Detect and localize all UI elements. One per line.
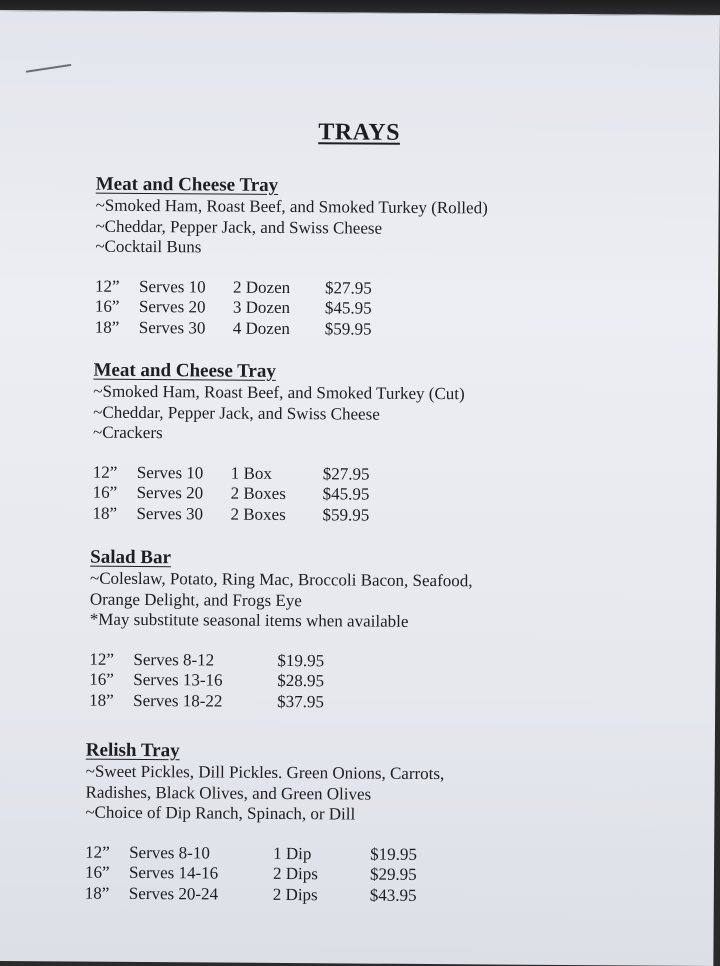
price-cell: $27.95 xyxy=(322,463,370,484)
price-cell: $29.95 xyxy=(369,864,417,884)
section-meat-cheese-rolled xyxy=(95,174,488,341)
description-line: ~Sweet Pickles, Dill Pickles. Green Onions, Carrots, xyxy=(85,761,445,784)
price-cell: $43.95 xyxy=(369,885,417,905)
description-line: ~Smoked Ham, Roast Beef, and Smoked Turkey (Cut) xyxy=(93,381,465,404)
serves-cell: Serves 8-12 xyxy=(133,649,215,670)
section-title: Meat and Cheese Tray xyxy=(93,359,276,382)
description-line: Radishes, Black Olives, and Green Olives xyxy=(85,782,372,804)
serves-cell: Serves 8-10 xyxy=(129,842,210,862)
price-cell: $28.95 xyxy=(277,670,325,691)
section-meat-cheese-cut xyxy=(92,360,465,527)
price-cell: $37.95 xyxy=(277,691,324,711)
table-row xyxy=(92,503,369,525)
price-cell: $19.95 xyxy=(277,650,325,670)
price-table xyxy=(89,649,324,712)
quantity-cell: 1 Box xyxy=(230,463,272,483)
serves-cell: Serves 20-24 xyxy=(128,883,219,904)
quantity-cell: 2 Boxes xyxy=(230,504,286,524)
table-row xyxy=(85,863,417,886)
description-line: *May substitute seasonal items when available xyxy=(89,609,409,631)
quantity-cell: 3 Dozen xyxy=(232,297,291,318)
price-cell: $59.95 xyxy=(324,318,372,339)
table-row xyxy=(85,883,417,906)
serves-cell: Serves 18-22 xyxy=(133,690,223,711)
size-cell: 18” xyxy=(92,503,118,523)
quantity-cell: 2 Dips xyxy=(272,863,318,884)
price-cell: $27.95 xyxy=(325,277,372,298)
size-cell: 12” xyxy=(85,842,110,862)
price-cell: $59.95 xyxy=(322,504,370,525)
size-cell: 12” xyxy=(95,276,120,296)
serves-cell: Serves 10 xyxy=(139,276,206,296)
description-line: ~Crackers xyxy=(92,422,163,443)
description-line: ~Cheddar, Pepper Jack, and Swiss Cheese xyxy=(95,216,383,238)
table-row xyxy=(89,690,324,712)
size-cell: 12” xyxy=(92,462,118,482)
size-cell: 18” xyxy=(89,690,114,710)
table-row xyxy=(93,483,370,505)
quantity-cell: 2 Dozen xyxy=(233,277,291,297)
quantity-cell: 2 Dips xyxy=(272,884,318,904)
price-table xyxy=(92,462,369,525)
size-cell: 16” xyxy=(84,862,110,882)
menu-sheet xyxy=(0,10,720,966)
size-cell: 16” xyxy=(89,669,114,689)
table-row xyxy=(89,649,324,671)
description-line: ~Smoked Ham, Roast Beef, and Smoked Turkey (Rolled) xyxy=(95,195,488,218)
description-line: Orange Delight, and Frogs Eye xyxy=(89,589,302,610)
serves-cell: Serves 20 xyxy=(138,296,206,317)
serves-cell: Serves 30 xyxy=(136,503,204,523)
description-line: ~Coleslaw, Potato, Ring Mac, Broccoli Bacon, Seafood, xyxy=(89,568,473,591)
serves-cell: Serves 14-16 xyxy=(128,862,219,883)
section-title: Meat and Cheese Tray xyxy=(95,173,279,196)
serves-cell: Serves 30 xyxy=(138,317,206,337)
size-cell: 18” xyxy=(84,883,110,903)
price-table xyxy=(85,842,417,906)
section-title: Relish Tray xyxy=(85,739,180,762)
size-cell: 16” xyxy=(94,296,120,316)
price-cell: $19.95 xyxy=(370,844,417,864)
size-cell: 16” xyxy=(92,482,118,502)
table-row xyxy=(95,297,372,319)
section-salad-bar xyxy=(89,547,473,714)
table-row xyxy=(95,276,372,298)
quantity-cell: 1 Dip xyxy=(273,843,312,863)
description-line: ~Cocktail Buns xyxy=(95,236,202,257)
size-cell: 12” xyxy=(89,649,115,669)
description-line: ~Choice of Dip Ranch, Spinach, or Dill xyxy=(85,802,356,824)
table-row xyxy=(85,842,417,865)
table-row xyxy=(93,462,370,484)
serves-cell: Serves 13-16 xyxy=(133,669,223,690)
size-cell: 18” xyxy=(94,317,120,337)
table-row xyxy=(89,670,324,692)
quantity-cell: 2 Boxes xyxy=(230,483,286,504)
description-line: ~Cheddar, Pepper Jack, and Swiss Cheese xyxy=(93,402,380,424)
pen-mark xyxy=(26,64,72,73)
serves-cell: Serves 20 xyxy=(136,482,204,503)
price-table xyxy=(95,276,372,339)
page-title: TRAYS xyxy=(318,119,401,146)
table-row xyxy=(95,317,372,339)
price-cell: $45.95 xyxy=(324,298,372,318)
quantity-cell: 4 Dozen xyxy=(232,318,290,338)
section-relish-tray xyxy=(85,740,445,906)
price-cell: $45.95 xyxy=(322,484,370,504)
section-title: Salad Bar xyxy=(90,546,172,569)
serves-cell: Serves 10 xyxy=(136,462,204,482)
